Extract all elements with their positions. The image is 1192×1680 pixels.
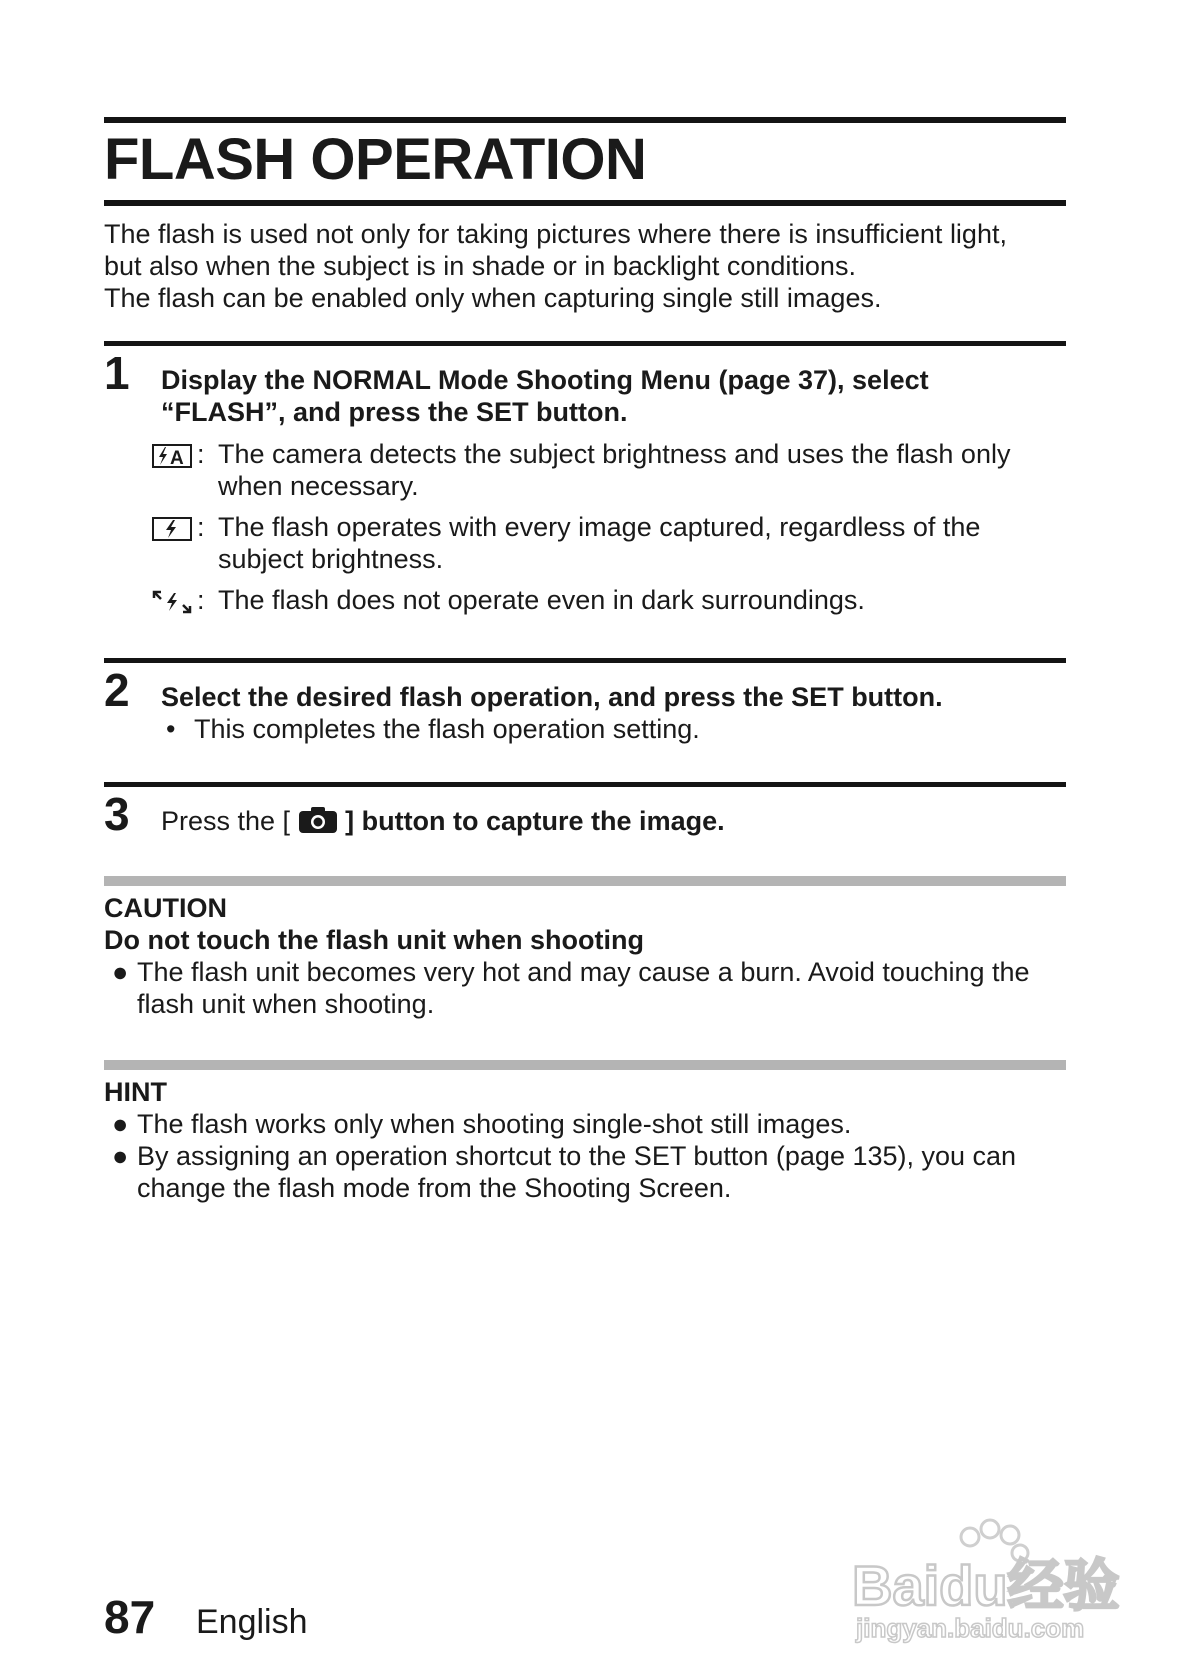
svg-text:A: A: [170, 448, 184, 468]
bullet-dot: ●: [112, 957, 129, 987]
step-1-text-line-1: Display the NORMAL Mode Shooting Menu (page 37), select: [161, 365, 929, 395]
flash-on-desc-line-2: subject brightness.: [218, 544, 444, 574]
flash-auto-icon: [152, 444, 192, 468]
page-language: English: [196, 1603, 308, 1641]
caution-bullet-line-1: The flash unit becomes very hot and may cause a burn. Avoid touching the: [137, 957, 1030, 987]
title-bottom-rule: [104, 200, 1066, 206]
flash-option-colon: :: [197, 585, 205, 615]
flash-option-off: [152, 584, 1052, 620]
flash-auto-desc-line-1: The camera detects the subject brightness and uses the flash only: [218, 439, 1011, 469]
flash-option-colon: :: [197, 439, 205, 469]
intro-line-3: The flash can be enabled only when capturing single still images.: [104, 283, 882, 313]
step-3-text-before: Press the [: [161, 806, 291, 836]
step-3-text: [161, 805, 725, 837]
caution-rule: [104, 876, 1066, 886]
flash-on-desc-line-1: The flash operates with every image captured, regardless of the: [218, 512, 981, 542]
flash-auto-desc-line-2: when necessary.: [218, 471, 419, 501]
flash-on-icon: [152, 517, 192, 541]
step-3-rule: [104, 782, 1066, 787]
intro-line-2: but also when the subject is in shade or in backlight conditions.: [104, 251, 856, 281]
flash-off-icon: [152, 590, 192, 614]
hint-bullet-2-line-2: change the flash mode from the Shooting Screen.: [137, 1173, 732, 1203]
intro-line-1: The flash is used not only for taking pictures where there is insufficient light,: [104, 219, 1007, 249]
title-top-rule: [104, 117, 1066, 123]
watermark-brand: Baidu经验: [852, 1554, 1120, 1617]
watermark-url: jingyan.baidu.com: [856, 1613, 1085, 1643]
step-2-rule: [104, 658, 1066, 663]
flash-option-colon: :: [197, 512, 205, 542]
bullet-dot: •: [166, 714, 176, 744]
baidu-watermark: [850, 1515, 1140, 1645]
step-2-text: Select the desired flash operation, and press the SET button.: [161, 682, 943, 712]
hint-rule: [104, 1060, 1066, 1070]
flash-option-on: [152, 511, 1052, 581]
page-number: 87: [104, 1591, 156, 1643]
step-1-text-line-2: “FLASH”, and press the SET button.: [161, 397, 628, 427]
step-3-number: 3: [104, 788, 130, 840]
hint-heading: HINT: [104, 1077, 167, 1107]
camera-icon: [298, 806, 338, 834]
flash-option-auto: [152, 438, 1052, 508]
bullet-dot: ●: [112, 1141, 129, 1171]
step-1-number: 1: [104, 347, 130, 399]
caution-subheading: Do not touch the flash unit when shooting: [104, 925, 644, 955]
hint-bullet-1: The flash works only when shooting single-shot still images.: [137, 1109, 852, 1139]
step-2-number: 2: [104, 664, 130, 716]
caution-bullet-line-2: flash unit when shooting.: [137, 989, 435, 1019]
page-title: FLASH OPERATION: [104, 127, 647, 192]
hint-bullet-2-line-1: By assigning an operation shortcut to the SET button (page 135), you can: [137, 1141, 1017, 1171]
step-3-text-after: ] button to capture the image.: [345, 806, 725, 836]
caution-heading: CAUTION: [104, 893, 227, 923]
step-1-rule: [104, 341, 1066, 346]
bullet-dot: ●: [112, 1109, 129, 1139]
flash-off-desc: The flash does not operate even in dark surroundings.: [218, 585, 865, 615]
step-2-bullet: This completes the flash operation setting.: [194, 714, 700, 744]
